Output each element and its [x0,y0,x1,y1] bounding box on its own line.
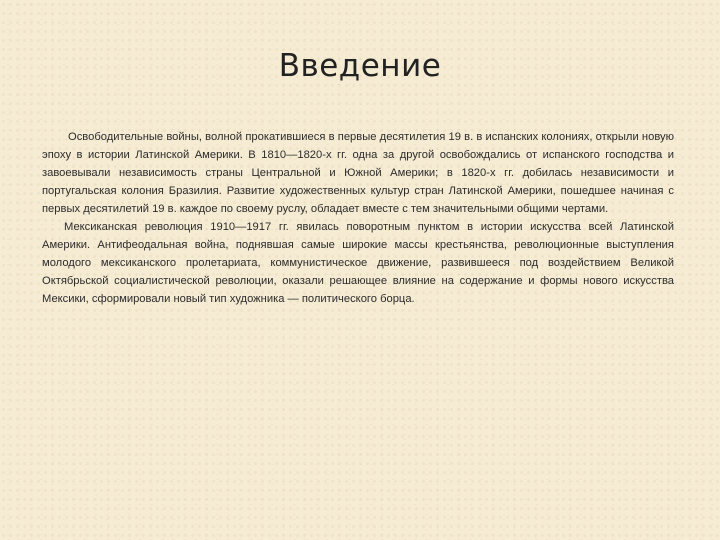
paragraph-mexican-revolution: Мексиканская революция 1910—1917 гг. явилась поворотным пунктом в истории искусства всей Латинской Америки. Антифеодальная война, поднявшая самые широкие массы крестьянства, революционные выступления молодого мексиканского пролетариата, коммунистическое движение, развившееся под воздействием Великой Октябрьской социалистической революции, оказали решающее влияние на содержание и формы нового искусства Мексики, сформировали новый тип художника — политического борца. [42,221,674,305]
slide-body [42,128,674,308]
paragraph-liberation-wars: Освободительные войны, волной прокатившиеся в первые десятилетия 19 в. в испанских колониях, открыли новую эпоху в истории Латинской Америки. В 1810—1820-х гг. одна за другой освобождались от испанского господства и завоевывали независимость страны Центральной и Южной Америки; в 1820-х гг. добилась независимости и португальская колония Бразилия. Развитие художественных культур стран Латинской Америки, пошедшее начиная с первых десятилетий 19 в. каждое по своему руслу, обладает вместе с тем значительными общими чертами. [42,131,674,215]
slide-title: Введение [278,48,442,84]
